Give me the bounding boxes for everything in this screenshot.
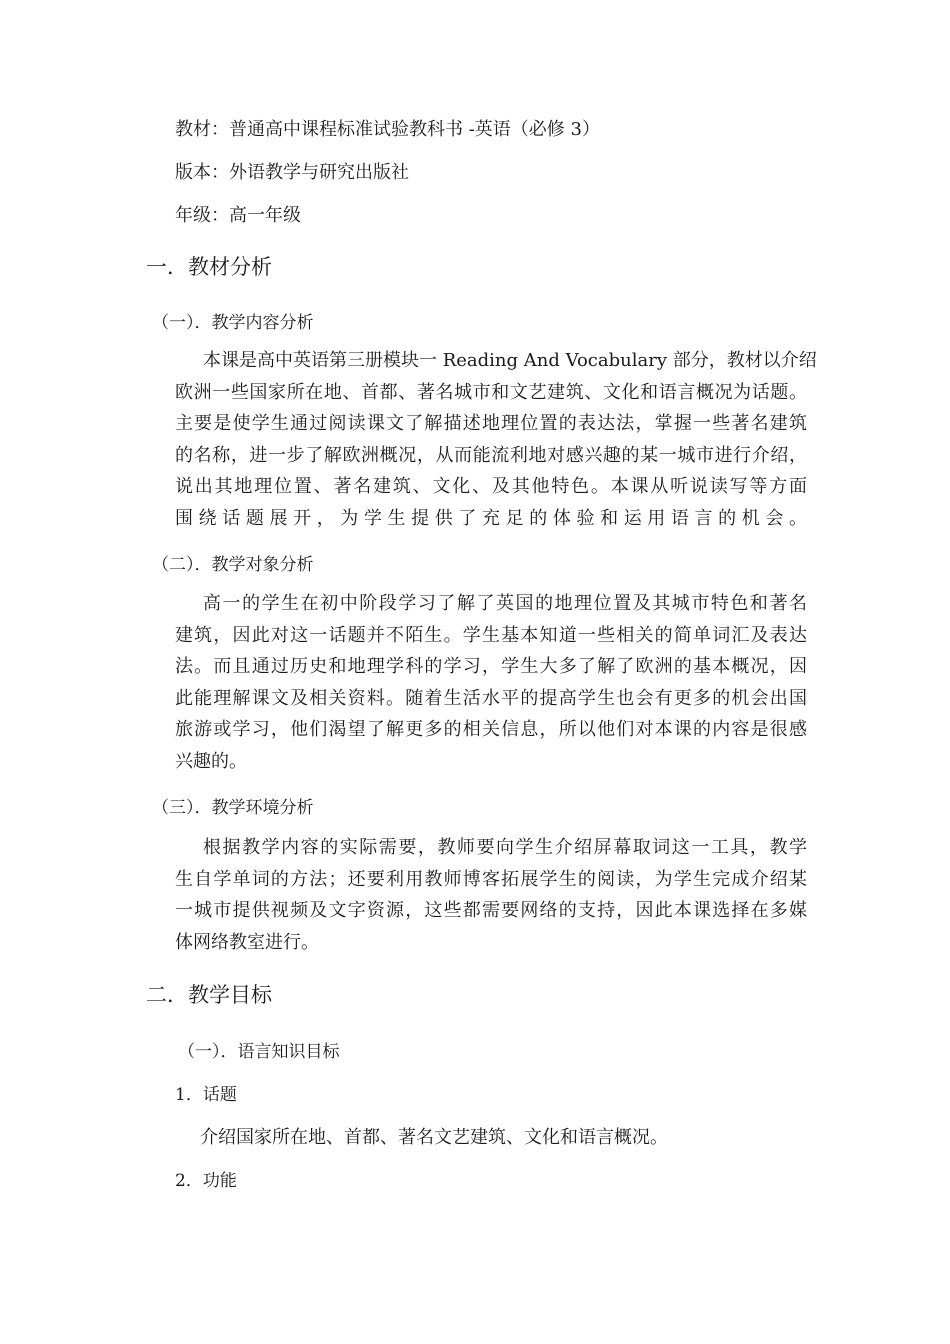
subsection-1-3-heading: （三）．教学环境分析 [152,798,314,818]
paragraph-line: 围绕话题展开，为学生提供了充足的体验和运用语言的机会。 [175,507,807,529]
paragraph-line: 此能理解课文及相关资料。随着生活水平的提高学生也会有更多的机会出国 [175,687,807,709]
paragraph-line: 欧洲一些国家所在地、首都、著名城市和文艺建筑、文化和语言概况为话题。 [175,381,807,403]
paragraph-line: 建筑，因此对这一话题并不陌生。学生基本知道一些相关的简单词汇及表达 [175,624,807,646]
student-analysis-paragraph [175,588,807,777]
paragraph-line: 根据教学内容的实际需要，教师要向学生介绍屏幕取词这一工具，教学 [203,837,807,858]
paragraph-line: 的名称，进一步了解欧洲概况，从而能流利地对感兴趣的某一城市进行介绍， [175,444,807,466]
section-1-heading: 一．教材分析 [146,255,272,279]
paragraph-line: 法。而且通过历史和地理学科的学习，学生大多了解了欧洲的基本概况，因 [175,656,807,677]
paragraph-line: 兴趣的。 [175,750,247,772]
section-2-heading: 二．教学目标 [146,983,272,1007]
paragraph-line: 高一的学生在初中阶段学习了解了英国的地理位置及其城市特色和著名 [203,593,807,614]
paragraph-line: 体网络教室进行。 [175,931,319,953]
item-2-label: 2．功能 [175,1171,237,1191]
subsection-1-2-heading: （二）．教学对象分析 [152,555,314,575]
paragraph-line: 旅游或学习，他们渴望了解更多的相关信息，所以他们对本课的内容是很感 [175,719,807,740]
environment-analysis-paragraph [175,832,807,958]
paragraph-line: 生自学单词的方法；还要利用教师博客拓展学生的阅读，为学生完成介绍某 [175,868,807,890]
grade-line: 年级：高一年级 [175,205,301,226]
subsection-1-1-heading: （一）．教学内容分析 [152,313,314,333]
subsection-2-1-heading: （一）．语言知识目标 [178,1042,340,1062]
item-1-label: 1．话题 [175,1085,237,1105]
paragraph-line: 一城市提供视频及文字资源，这些都需要网络的支持，因此本课选择在多媒 [175,900,807,921]
textbook-line: 教材：普通高中课程标准试验教科书 -英语（必修 3） [175,119,600,140]
edition-line: 版本：外语教学与研究出版社 [175,162,409,183]
paragraph-line: 主要是使学生通过阅读课文了解描述地理位置的表达法，掌握一些著名建筑 [175,413,807,434]
paragraph-line: 本课是高中英语第三册模块一 Reading And Vocabulary 部分，教材以介绍 [203,350,817,371]
content-analysis-paragraph [175,345,817,534]
paragraph-line: 说出其地理位置、著名建筑、文化、及其他特色。本课从听说读写等方面 [175,476,807,497]
item-1-text: 介绍国家所在地、首都、著名文艺建筑、文化和语言概况。 [200,1127,668,1148]
